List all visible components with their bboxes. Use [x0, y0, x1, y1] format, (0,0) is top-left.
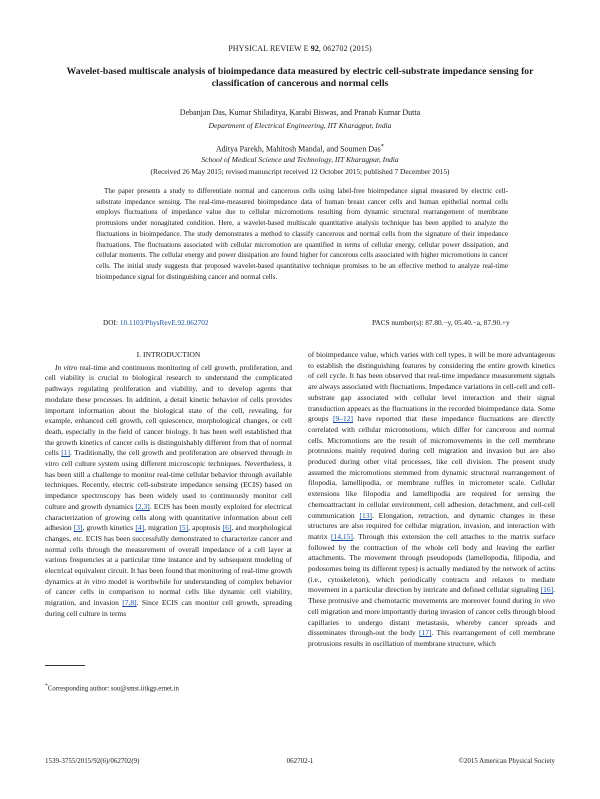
right-column: [308, 350, 555, 650]
author-list-1: Debanjan Das, Kumar Shiladitya, Karabi Biswas, and Pranab Kumar Dutta: [179, 108, 421, 117]
citation-link[interactable]: [7,8]: [122, 598, 137, 608]
citation-link[interactable]: [1]: [61, 448, 70, 458]
citation-link[interactable]: [17]: [419, 628, 432, 638]
journal-name: PHYSICAL REVIEW E: [228, 44, 309, 53]
abstract: [96, 186, 508, 282]
citation-link[interactable]: [14,15]: [331, 531, 353, 541]
journal-volume: 92: [310, 44, 319, 53]
author-names-2: Aditya Parekh, Mahitosh Mandal, and Soumen Das: [215, 144, 381, 154]
citation-link[interactable]: [4]: [135, 523, 145, 533]
citation-link[interactable]: [13]: [359, 510, 372, 520]
intro-paragraph-1: In vitro real-time and continuous monitoring of cell growth, proliferation, and cell viability is crucial to biological research to understand the complicated pathways regulating proliferation and viability, and to develop agents that modulate these processes. In addition, a detail kinetic behavior of cells provides important information about the biological state of the cell, revealing, for example, enhanced cell growth, cell quiescence, morphological changes, or cell death, especially in the field of cancer biology. It has been well established that the growth kinetics of cancer cells is distinguishably different from that of normal cells [1]. Traditionally, the cell growth and proliferation are observed through in vitro cell culture system using different microscopic techniques. Nevertheless, it has been still a challenge to monitor real-time cellular behavior through available techniques. Recently, electric cell-substrate impedance sensing (ECIS) based on impedance spectroscopy has been widely used to continuously monitor cell culture and growth dynamics [2,3]. ECIS has been mostly exploited for electrical characterization of growing cells along with quantitative information about cell adhesion [3], growth kinetics [4], migration [5], apoptosis [6], and morphological changes, etc. ECIS has been successfully demonstrated to characterize cancer and normal cells through the measurement of overall impedance of a cell layer at various frequencies at a particular time instance and by subsequent modeling of electrical equivalent circuit. It has been found that monitoring of real-time growth dynamics at in vitro model is worthwhile for understanding of complex behavior of cancer cells in comparison to normal cells like dynamic cell viability, migration, and invasion [7,8]. Since ECIS can monitor cell growth, spreading during cell culture in terms: [45, 362, 293, 618]
received-dates: (Received 26 May 2015; revised manuscript received 12 October 2015; published 7 December 2015): [150, 167, 450, 176]
left-column: [45, 350, 292, 620]
footnote-text: Corresponding author: sou@smst.iitkgp.ernet.in: [47, 685, 179, 693]
footer-page-number: 062702-1: [286, 757, 314, 765]
doi-label: DOI:: [103, 318, 118, 327]
footer-issn: 1539-3755/2015/92(6)/062702(9): [45, 757, 140, 765]
corresponding-mark: *: [380, 143, 385, 150]
article-number: , 062702 (2015): [318, 44, 372, 53]
author-list-2: [0, 143, 600, 154]
affiliation-2: School of Medical Science and Technology, IIT Kharagpur, India: [201, 155, 399, 164]
section-heading: I. INTRODUCTION: [136, 350, 201, 359]
affiliation-1: Department of Electrical Engineering, IIT Kharagpur, India: [208, 121, 392, 130]
doi-link[interactable]: 10.1103/PhysRevE.92.062702: [119, 318, 209, 327]
footer-copyright: ©2015 American Physical Society: [458, 757, 555, 765]
intro-paragraph-2: of bioimpedance value, which varies with cell types, it will be more advantageous to establish the distinguishing features by considering the entire growth kinetics of cell cycle. It has been observed that real-time impedance measurement signals are always associated with fluctuations. Impedance variations in cell-cell and cell-substrate gap associated with cellular level interaction and their signal transduction appears as the fluctuations in the recorded bioimpedance data. Some groups [9–12] have reported that these impedance fluctuations are directly correlated with cellular micromotions, which differ for cancerous and normal cells. Micromotions are the result of micromovements in the cell membrane protrusions mainly required during cell migration and invasion but are also produced during other vital processes, like cell division. The present study assumed the micromotions stemmed from dynamic structural rearrangement of filopodia, lamellipodia, or membrane ruffles in micrometer scale. Cellular extensions like filopodia and lamellipodia are required for sensing the chemoattractant in cellular environment, cell adhesion, detachment, and cell-cell communication [13]. Elongation, retraction, and dynamic changes in these structures are also required for cellular migration, invasion, and interaction with matrix [14,15]. Through this extension the cell attaches to the matrix surface followed by the contraction of the whole cell body and leaving the earlier attachments. The movement through pseudopods (lamellopodia, filipodia, and podosomes being its different types) is actually mediated by the network of actins (i.e., cytoskeleton), which periodically contracts and relaxes to mediate movement in a particular direction by intricate and defined cellular signaling [16]. These protrusive and chemotactic movements are moreover found during in vivo cell migration and more importantly during invasion of cancer cells through blood capillaries to undergo distant metastasis, whereby cancer spreads and disseminates through-out the body [17]. This rearrangement of cell membrane protrusions results in oscillation of membrane structure, which: [308, 350, 556, 648]
journal-header: [0, 44, 600, 53]
footnote-mark: *: [45, 683, 48, 689]
citation-link[interactable]: [16]: [540, 585, 554, 595]
pacs-numbers: PACS number(s): 87.80.−y, 05.40.−a, 87.90.+y: [372, 318, 510, 327]
footnote-divider: [45, 665, 85, 666]
citation-link[interactable]: [9–12]: [332, 414, 353, 424]
abstract-text: The paper presents a study to differentiate normal and cancerous cells using label-free bioimpedance signal measured by electric cell-substrate impedance sensing. The real-time-measured bioimpedance data of human breast cancer cells and human epithelial normal cells employs fluctuations of impedance value due to cellular micromotions resulting from dynamic structural rearrangement of membrane protrusions under nonagitated condition. Here, a wavelet-based multiscale quantitative analysis technique has been applied to analyze the fluctuations in bioimpedance. The study demonstrates a method to classify cancerous and normal cells from the signature of their impedance fluctuations. The fluctuations associated with cellular micromotion are quantified in terms of cellular energy, cellular power dissipation, and cellular moments. The cellular energy and power dissipation are found higher for cancerous cells associated with higher micromotions in cancer cells. The initial study suggests that proposed wavelet-based quantitative technique promises to be an effective method to analyze real-time bioimpedance signal for distinguishing cancer and normal cells.: [96, 187, 508, 281]
citation-link[interactable]: [2,3]: [135, 501, 150, 511]
citation-link[interactable]: [6]: [222, 523, 232, 533]
footnote: [45, 683, 179, 692]
paper-title: Wavelet-based multiscale analysis of bioimpedance data measured by electric cell-substrate impedance sensing for classification of cancerous and normal cells: [66, 66, 534, 89]
doi-line: [103, 318, 209, 327]
citation-link[interactable]: [5]: [179, 523, 189, 533]
citation-link[interactable]: [3]: [73, 523, 83, 533]
